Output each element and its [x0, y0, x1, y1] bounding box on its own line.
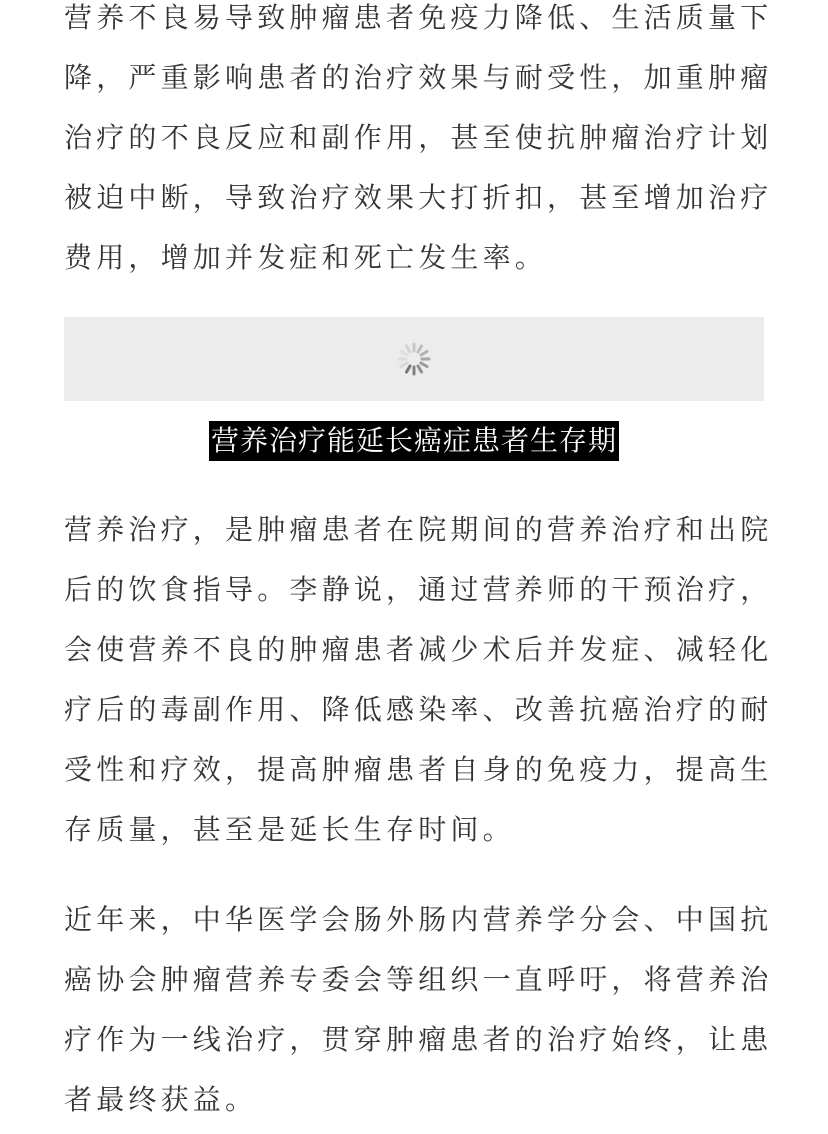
paragraph-line: 疗作为一线治疗，贯穿肿瘤患者的治疗始终，让患	[64, 1023, 773, 1056]
paragraph-line: 后的饮食指导。李静说，通过营养师的干预治疗，	[64, 573, 773, 606]
paragraph-line: 被迫中断，导致治疗效果大打折扣，甚至增加治疗	[64, 181, 773, 214]
paragraph-malnutrition-effects	[64, 0, 772, 288]
section-heading-wrap	[64, 421, 764, 461]
section-heading: 营养治疗能延长癌症患者生存期	[209, 421, 619, 461]
paragraph-line: 费用，增加并发症和死亡发生率。	[64, 241, 548, 274]
loading-spinner-icon	[396, 341, 432, 377]
paragraph-line: 营养治疗，是肿瘤患者在院期间的营养治疗和出院	[64, 513, 773, 546]
paragraph-line: 受性和疗效，提高肿瘤患者自身的免疫力，提高生	[64, 753, 773, 786]
paragraph-recent-years	[64, 890, 772, 1130]
paragraph-line: 治疗的不良反应和副作用，甚至使抗肿瘤治疗计划	[64, 121, 773, 154]
paragraph-nutrition-therapy	[64, 500, 772, 860]
paragraph-line: 营养不良易导致肿瘤患者免疫力降低、生活质量下	[64, 1, 773, 34]
paragraph-line: 疗后的毒副作用、降低感染率、改善抗癌治疗的耐	[64, 693, 773, 726]
image-placeholder[interactable]	[64, 317, 764, 401]
paragraph-line: 存质量，甚至是延长生存时间。	[64, 813, 515, 846]
paragraph-line: 会使营养不良的肿瘤患者减少术后并发症、减轻化	[64, 633, 773, 666]
paragraph-line: 降，严重影响患者的治疗效果与耐受性，加重肿瘤	[64, 61, 773, 94]
paragraph-line: 癌协会肿瘤营养专委会等组织一直呼吁，将营养治	[64, 963, 773, 996]
paragraph-line: 者最终获益。	[64, 1083, 258, 1116]
paragraph-line: 近年来，中华医学会肠外肠内营养学分会、中国抗	[64, 903, 773, 936]
